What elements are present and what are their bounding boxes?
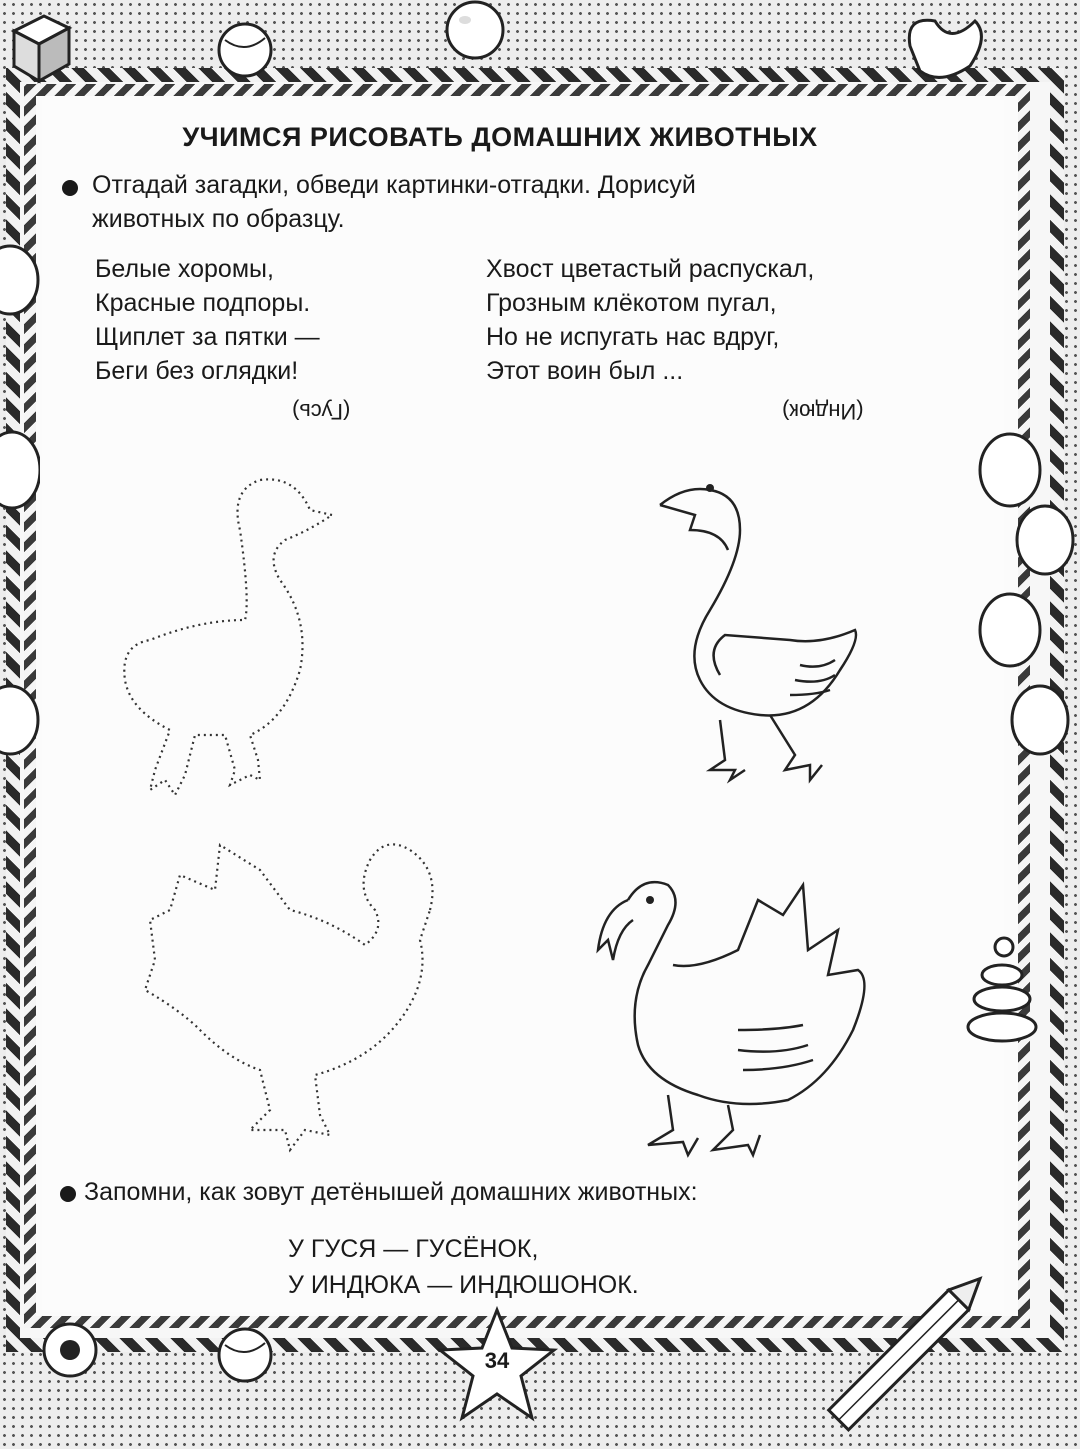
turkey-sample [588, 870, 888, 1160]
instruction-text: Отгадай загадки, обведи картинки-отгадки. Дорисуй животных по образцу. [92, 171, 696, 233]
riddle-turkey: Хвост цветастый распускал, Грозным клёкотом пугал, Но не испугать нас вдруг, Этот воин был ... [486, 255, 815, 385]
remember-line: У ИНДЮКА — ИНДЮШОНОК. [288, 1271, 639, 1299]
bullet-icon [62, 180, 78, 196]
bean-icon [900, 6, 990, 86]
remember-line: У ГУСЯ — ГУСЁНОК, [288, 1235, 539, 1263]
balloon-icon [440, 0, 510, 70]
page-title: УЧИМСЯ РИСОВАТЬ ДОМАШНИХ ЖИВОТНЫХ [182, 122, 818, 152]
page-number: 34 [484, 1348, 510, 1373]
goose-sample [650, 470, 890, 810]
answer-turkey: (Индюк) [782, 399, 864, 424]
cube-icon [4, 6, 74, 86]
answer-goose: (Гусь) [292, 399, 351, 424]
ball-icon [215, 1325, 275, 1385]
ball-icon [215, 20, 275, 80]
bullet-icon [60, 1186, 76, 1202]
pyramid-toy-icon [962, 935, 1042, 1065]
ball-icon [40, 1320, 100, 1380]
turkey-trace [140, 830, 450, 1160]
goose-trace [110, 470, 350, 810]
remember-instruction: Запомни, как зовут детёнышей домашних животных: [84, 1178, 698, 1206]
balloon-icon [975, 430, 1075, 760]
pencil-icon [800, 1260, 1020, 1440]
page-number-badge [432, 1306, 562, 1426]
riddle-goose: Белые хоромы, Красные подпоры. Щиплет за пятки — Беги без оглядки! [95, 255, 320, 385]
balloon-icon [0, 240, 40, 840]
